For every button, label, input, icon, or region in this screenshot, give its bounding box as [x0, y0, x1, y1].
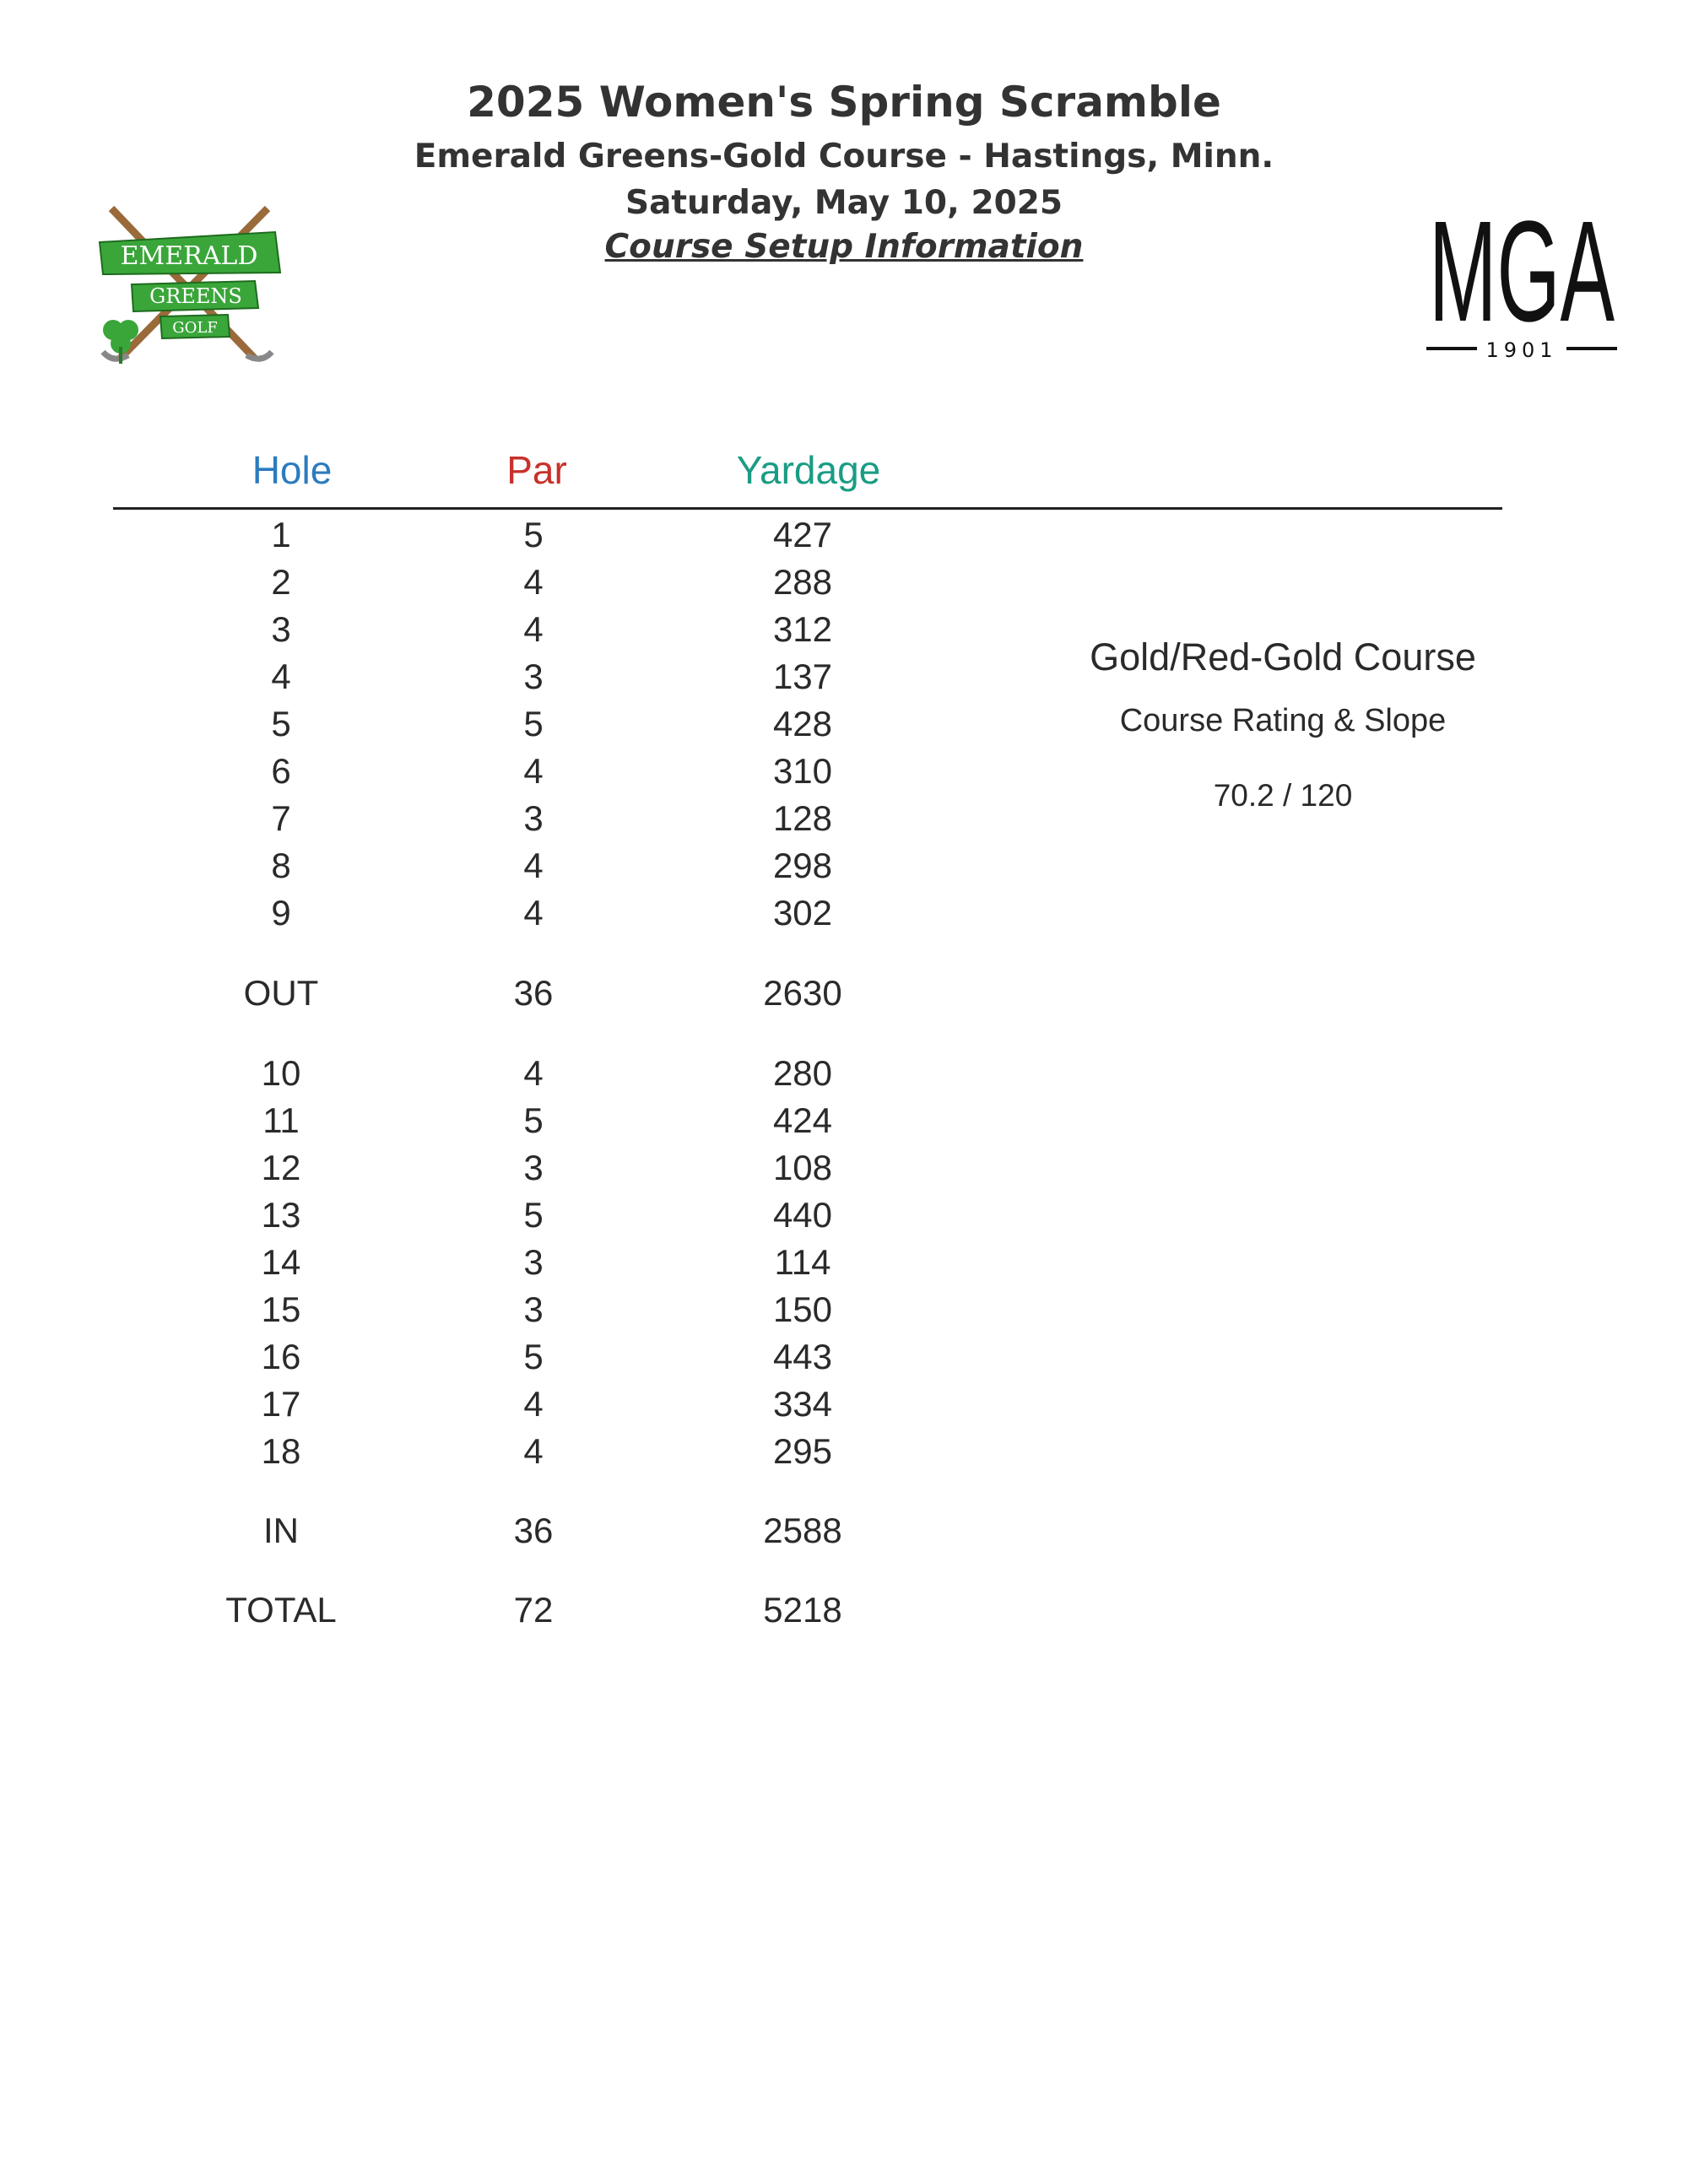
hole-cell: 4	[271, 657, 291, 696]
par-cell: 4	[523, 1384, 544, 1424]
yardage-cell: 150	[772, 1289, 833, 1329]
header-divider	[113, 507, 1502, 510]
yardage-cell: 295	[772, 1431, 833, 1471]
par-cell: 4	[523, 846, 544, 885]
rating-slope-label: Course Rating & Slope	[1119, 703, 1447, 738]
emerald-greens-logo	[95, 190, 284, 377]
yardage-cell: 137	[772, 657, 833, 696]
par-cell: 5	[523, 1100, 544, 1140]
hole-cell: 15	[261, 1289, 301, 1329]
column-header-yardage: Yardage	[736, 448, 881, 492]
par-cell: 3	[523, 798, 544, 838]
par-cell: 3	[523, 1242, 544, 1282]
yardage-cell: 310	[772, 751, 833, 791]
logo-text-golf: GOLF	[172, 319, 218, 337]
par-cell: 3	[523, 1289, 544, 1329]
par-cell: 5	[523, 704, 544, 743]
yardage-cell: 298	[772, 846, 833, 885]
mga-year: 1901	[1485, 338, 1558, 362]
par-cell: 5	[523, 1337, 544, 1376]
yardage-cell: 302	[772, 893, 833, 933]
hole-cell: 13	[261, 1195, 301, 1235]
out-total-cell: OUT	[243, 973, 319, 1013]
mga-logo	[1425, 203, 1619, 363]
yardage-cell: 312	[772, 609, 833, 649]
hole-cell: 5	[271, 704, 291, 743]
rating-slope-value: 70.2 / 120	[1213, 778, 1353, 813]
par-cell: 4	[523, 1431, 544, 1471]
hole-cell: 16	[261, 1337, 301, 1376]
par-cell: 4	[523, 893, 544, 933]
logo-text-emerald: EMERALD	[120, 241, 258, 271]
mga-text: MGA	[1429, 203, 1615, 352]
par-cell: 4	[523, 609, 544, 649]
yardage-cell: 108	[772, 1148, 833, 1187]
yardage-cell: 440	[772, 1195, 833, 1235]
hole-cell: 7	[271, 798, 291, 838]
out-par-cell: 36	[513, 973, 554, 1013]
section-heading: Course Setup Information	[604, 228, 1084, 266]
yardage-cell: 428	[772, 704, 833, 743]
par-cell: 4	[523, 1053, 544, 1093]
par-cell: 3	[523, 1148, 544, 1187]
in-yardage-cell: 2588	[763, 1511, 842, 1550]
in-par-cell: 36	[513, 1511, 554, 1550]
par-cell: 5	[523, 1195, 544, 1235]
out-yardage-cell: 2630	[763, 973, 842, 1013]
yardage-cell: 443	[772, 1337, 833, 1376]
column-header-hole: Hole	[252, 448, 333, 492]
hole-cell: 1	[271, 515, 291, 554]
event-date: Saturday, May 10, 2025	[625, 184, 1063, 222]
yardage-cell: 334	[772, 1384, 833, 1424]
hole-cell: 14	[261, 1242, 301, 1282]
par-cell: 4	[523, 751, 544, 791]
grand-total-cell: TOTAL	[225, 1590, 337, 1630]
tee-course-name: Gold/Red-Gold Course	[1090, 635, 1476, 678]
hole-cell: 6	[271, 751, 291, 791]
in-total-cell: IN	[263, 1511, 299, 1550]
hole-cell: 2	[271, 562, 291, 602]
yardage-cell: 424	[772, 1100, 833, 1140]
hole-cell: 10	[261, 1053, 301, 1093]
yardage-cell: 128	[772, 798, 833, 838]
hole-cell: 11	[262, 1100, 300, 1140]
page-title: 2025 Women's Spring Scramble	[467, 78, 1221, 127]
par-cell: 5	[523, 515, 544, 554]
hole-cell: 8	[271, 846, 291, 885]
hole-cell: 9	[271, 893, 291, 933]
yardage-cell: 114	[774, 1242, 831, 1282]
hole-cell: 3	[271, 609, 291, 649]
yardage-cell: 427	[772, 515, 833, 554]
logo-text-greens: GREENS	[149, 284, 242, 308]
par-cell: 3	[523, 657, 544, 696]
hole-cell: 17	[261, 1384, 301, 1424]
column-header-par: Par	[506, 448, 567, 492]
total-yardage-cell: 5218	[763, 1590, 842, 1630]
yardage-cell: 288	[772, 562, 833, 602]
hole-cell: 12	[261, 1148, 301, 1187]
hole-cell: 18	[261, 1431, 301, 1471]
total-par-cell: 72	[513, 1590, 554, 1630]
par-cell: 4	[523, 562, 544, 602]
course-subtitle: Emerald Greens-Gold Course - Hastings, Minn.	[414, 138, 1274, 176]
yardage-cell: 280	[772, 1053, 833, 1093]
